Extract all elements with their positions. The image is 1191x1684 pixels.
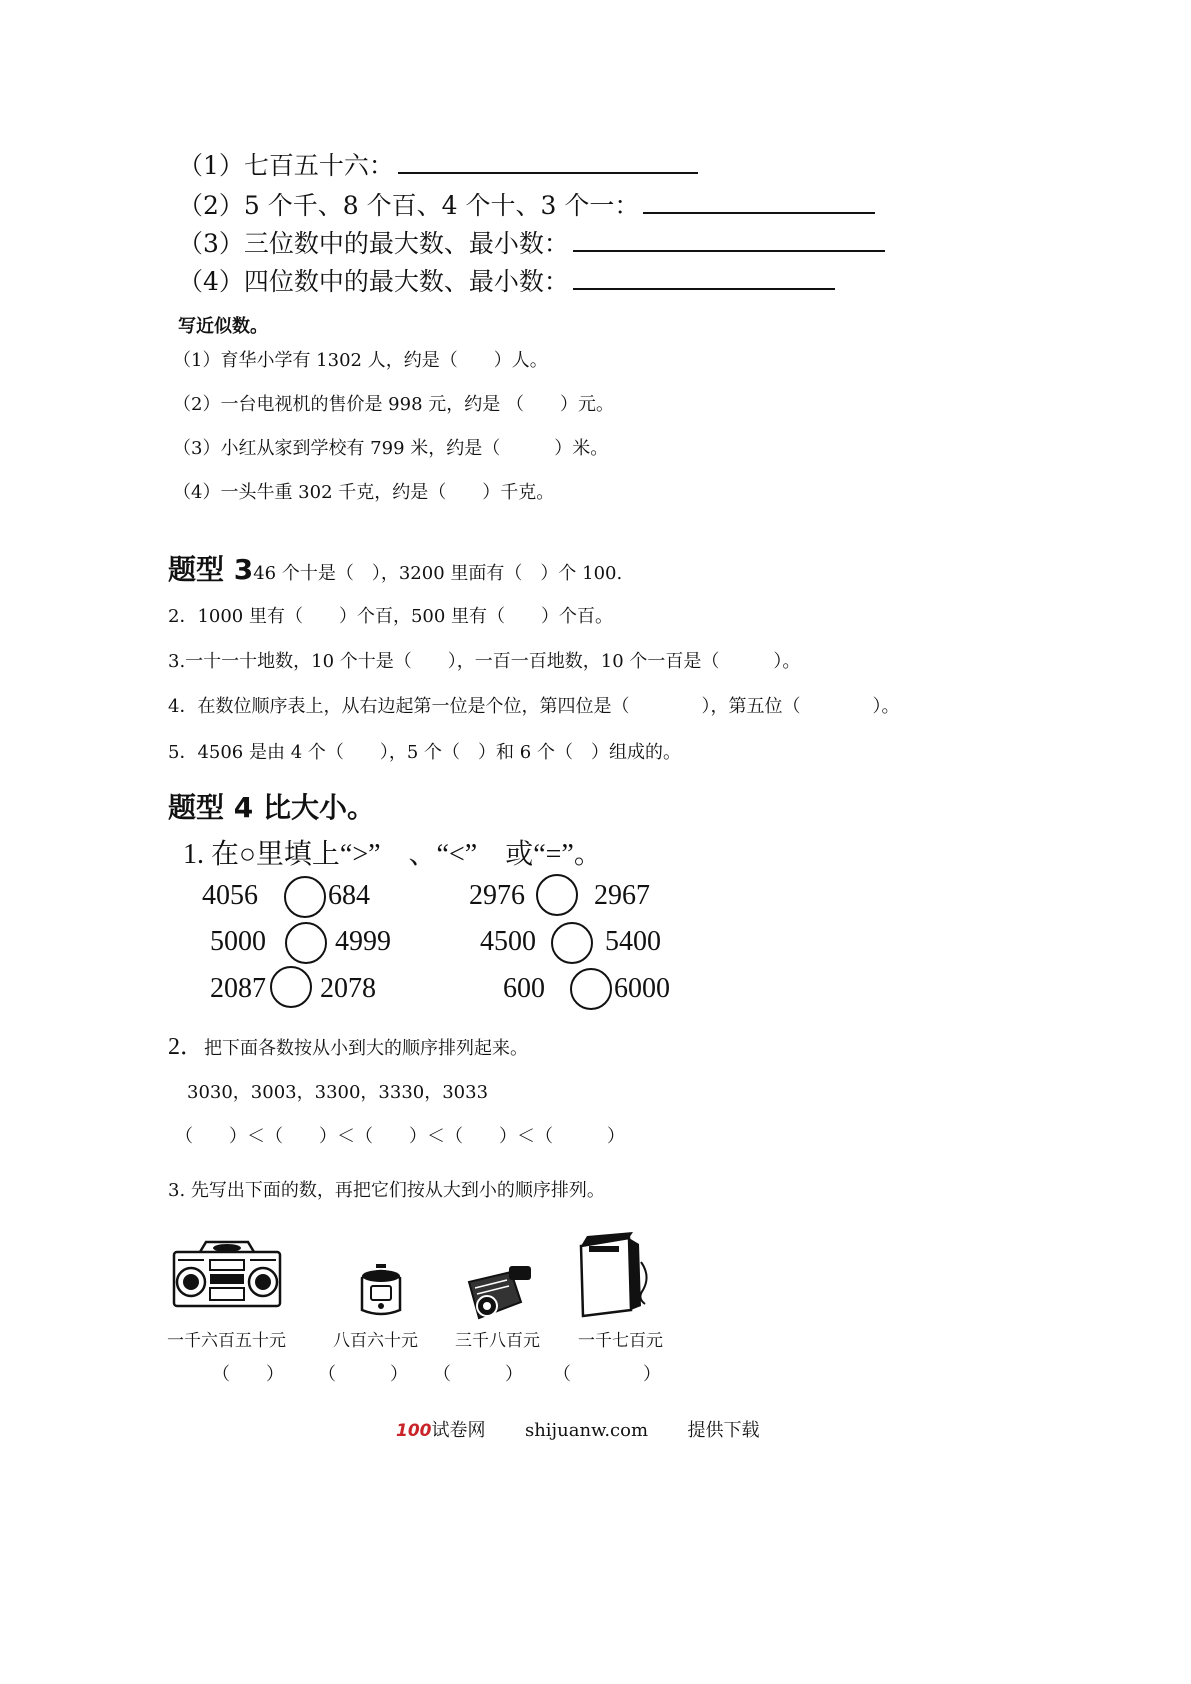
compare-circle-5[interactable] <box>270 966 312 1008</box>
answer-slot-4[interactable]: （ ） <box>553 1364 661 1385</box>
answer-line[interactable] <box>643 190 875 214</box>
q2-answer[interactable]: （ ）＜（ ）＜（ ）＜（ ）＜（ ） <box>175 1126 625 1147</box>
item-text: （1）七百五十六： <box>178 151 394 180</box>
compare-circle-6[interactable] <box>570 968 612 1010</box>
answer-slot-1[interactable]: （ ） <box>212 1364 284 1385</box>
type3-item-4: 4．在数位顺序表上，从右边起第一位是个位，第四位是（ ），第五位（ ）。 <box>168 696 900 717</box>
fill-item-3 <box>178 224 885 260</box>
compare-circle-4[interactable] <box>551 922 593 964</box>
site-name: 试卷网 <box>431 1420 486 1441</box>
answer-slot-3[interactable]: （ ） <box>433 1364 523 1385</box>
compare-left-6: 600 <box>503 973 545 1004</box>
item-text: （2）5 个千、8 个百、4 个十、3 个一： <box>178 191 640 220</box>
answer-line[interactable] <box>398 150 698 174</box>
compare-left-1: 4056 <box>202 880 258 911</box>
compare-left-3: 5000 <box>210 926 266 957</box>
item-text: （3）三位数中的最大数、最小数： <box>178 229 569 258</box>
type3-first-line <box>168 548 622 588</box>
q2-line <box>168 1026 528 1061</box>
q2-numbers: 3030，3003，3300，3330，3033 <box>187 1082 489 1103</box>
answer-line[interactable] <box>573 228 885 252</box>
footer <box>396 1416 760 1442</box>
fill-item-2 <box>178 186 875 222</box>
approx-item-3: （3）小红从家到学校有 799 米，约是（ ）米。 <box>173 438 609 459</box>
q2-number: 2． <box>168 1034 204 1060</box>
site-domain[interactable]: shijuanw.com <box>524 1420 649 1441</box>
washing-machine-icon <box>575 1232 651 1318</box>
fill-item-1 <box>178 146 698 182</box>
answer-slot-2[interactable]: （ ） <box>318 1364 408 1385</box>
radio-icon <box>172 1238 282 1308</box>
compare-circle-3[interactable] <box>285 922 327 964</box>
compare-instruction: 1. 在○里填上“>” 、“<” 或“=”。 <box>183 839 602 870</box>
fill-item-4 <box>178 262 835 298</box>
approx-title: 写近似数。 <box>178 316 268 337</box>
compare-left-4: 4500 <box>480 926 536 957</box>
type3-heading: 题型 3 <box>168 553 254 586</box>
compare-circle-1[interactable] <box>284 876 326 918</box>
price-label-1: 一千六百五十元 <box>167 1331 286 1351</box>
compare-right-1: 684 <box>328 880 370 911</box>
type4-heading: 题型 4 比大小。 <box>168 791 375 824</box>
compare-right-2: 2967 <box>594 880 650 911</box>
site-logo: 100 <box>396 1421 432 1441</box>
compare-left-5: 2087 <box>210 973 266 1004</box>
compare-right-4: 5400 <box>605 926 661 957</box>
compare-right-5: 2078 <box>320 973 376 1004</box>
price-label-4: 一千七百元 <box>578 1331 663 1351</box>
q3-text: 3. 先写出下面的数，再把它们按从大到小的顺序排列。 <box>168 1180 605 1201</box>
price-label-3: 三千八百元 <box>455 1331 540 1351</box>
type3-first-text: 46 个十是（ ），3200 里面有（ ）个 100. <box>253 563 623 584</box>
type3-item-5: 5．4506 是由 4 个（ ），5 个（ ）和 6 个（ ）组成的。 <box>168 742 681 763</box>
compare-right-3: 4999 <box>335 926 391 957</box>
price-label-2: 八百六十元 <box>333 1331 418 1351</box>
compare-circle-2[interactable] <box>536 874 578 916</box>
camcorder-icon <box>463 1262 535 1322</box>
approx-item-1: （1）育华小学有 1302 人，约是（ ）人。 <box>173 350 548 371</box>
compare-left-2: 2976 <box>469 880 525 911</box>
provide-download: 提供下载 <box>687 1420 760 1441</box>
approx-item-2: （2）一台电视机的售价是 998 元，约是 （ ）元。 <box>173 394 614 415</box>
compare-right-6: 6000 <box>614 973 670 1004</box>
rice-cooker-icon <box>356 1262 406 1320</box>
approx-item-4: （4）一头牛重 302 千克，约是（ ）千克。 <box>173 482 555 503</box>
type3-item-2: 2．1000 里有（ ）个百，500 里有（ ）个百。 <box>168 606 614 627</box>
item-text: （4）四位数中的最大数、最小数： <box>178 267 569 296</box>
q2-text: 把下面各数按从小到大的顺序排列起来。 <box>204 1038 528 1059</box>
answer-line[interactable] <box>573 266 835 290</box>
type3-item-3: 3.一十一十地数，10 个十是（ ），一百一百地数，10 个一百是（ ）。 <box>168 651 801 672</box>
